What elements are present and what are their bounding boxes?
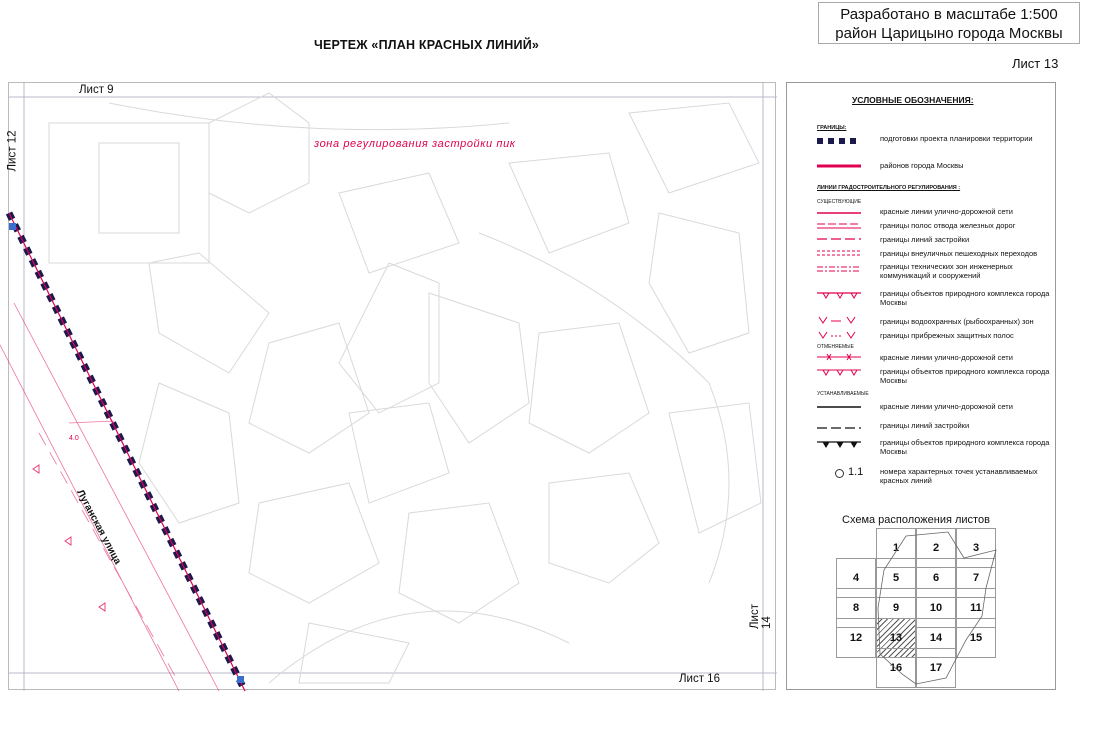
legend-established-item: границы линий застройки — [880, 421, 970, 430]
cancelled-nature-symbol — [817, 367, 867, 377]
nature-complex-symbol — [817, 290, 867, 300]
railway-symbol — [817, 221, 867, 231]
legend-existing-item: границы линий застройки — [880, 235, 970, 244]
legend-heading: УСЛОВНЫЕ ОБОЗНАЧЕНИЯ: — [852, 95, 974, 105]
planning-boundary-symbol — [817, 137, 867, 145]
label-sheet-top: Лист 9 — [79, 84, 114, 96]
established-red-line-symbol — [817, 404, 867, 410]
red-line-symbol — [817, 209, 867, 217]
sheet-cell: 11 — [956, 588, 996, 628]
sheet-number: Лист 13 — [1012, 56, 1059, 71]
legend-regulation-heading: ЛИНИИ ГРАДОСТРОИТЕЛЬНОГО РЕГУЛИРОВАНИЯ : — [817, 185, 961, 191]
sheet-cell: 9 — [876, 588, 916, 628]
stamp-district-text: район Царицыно города Москвы — [835, 25, 1063, 42]
sheet-cell: 2 — [916, 528, 956, 568]
legend-cancelled-item: красные линии улично-дорожной сети — [880, 353, 1013, 362]
legend-established-item: красные линии улично-дорожной сети — [880, 402, 1013, 411]
building-line-symbol — [817, 235, 867, 243]
legend-existing-item: границы технических зон инженерных коммуникаций и сооружений — [880, 262, 1013, 280]
building-outlines — [49, 93, 761, 683]
legend-existing-heading: СУЩЕСТВУЮЩИЕ — [817, 199, 862, 205]
sheet-cell: 17 — [916, 648, 956, 688]
crossing-symbol — [817, 248, 867, 258]
label-sheet-left: Лист 12 — [6, 130, 19, 172]
legend-existing-item: границы водоохранных (рыбоохранных) зон — [880, 317, 1034, 326]
sheet-cell: 5 — [876, 558, 916, 598]
legend-existing-item: границы полос отвода железных дорог — [880, 221, 1016, 230]
legend-cancelled-heading: ОТМЕНЯЕМЫЕ — [817, 344, 854, 350]
legend-boundary-item: подготовки проекта планировки территории — [880, 134, 1033, 143]
legend-existing-item: границы прибрежных защитных полос — [880, 331, 1014, 340]
legend-established-heading: УСТАНАВЛИВАЕМЫЕ — [817, 391, 869, 397]
dimension-label: 4.0 — [69, 435, 79, 442]
legend-point-text: номера характерных точек устанавливаемых красных линий — [880, 467, 1038, 485]
sheet-cell: 4 — [836, 558, 876, 598]
legend-boundary-item: районов города Москвы — [880, 161, 964, 170]
sheet-cell: 3 — [956, 528, 996, 568]
established-building-line-symbol — [817, 425, 867, 431]
water-zone-symbol — [817, 315, 867, 325]
point-marker-icon — [835, 469, 844, 478]
sheet-cell: 14 — [916, 618, 956, 658]
sheet-cell-current: 13 — [876, 618, 916, 658]
sheet-cell: 6 — [916, 558, 956, 598]
scale-stamp — [818, 2, 1080, 44]
sheet-scheme — [836, 528, 996, 686]
legend-existing-item: границы внеуличных пешеходных переходов — [880, 249, 1038, 258]
established-nature-symbol — [817, 439, 867, 449]
sheet-cell: 10 — [916, 588, 956, 628]
point-symbol-label: 1.1 — [848, 466, 864, 478]
sheet-cell: 16 — [876, 648, 916, 688]
sheet-cell: 12 — [836, 618, 876, 658]
legend-existing-item: границы объектов природного комплекса города Москвы — [880, 289, 1050, 307]
label-sheet-bottom: Лист 16 — [679, 673, 720, 685]
map-drawing — [9, 83, 777, 691]
sheet-cell: 15 — [956, 618, 996, 658]
legend-established-item: границы объектов природного комплекса города Москвы — [880, 438, 1050, 456]
technical-zone-symbol — [817, 264, 867, 274]
coastal-strip-symbol — [817, 330, 867, 340]
zone-label: зона регулирования застройки пик — [314, 138, 516, 150]
sheet-cell: 7 — [956, 558, 996, 598]
legend-cancelled-item: границы объектов природного комплекса города Москвы — [880, 367, 1050, 385]
sheet-scheme-title: Схема расположения листов — [842, 514, 990, 526]
label-sheet-right: Лист 14 — [749, 604, 773, 629]
map-frame — [8, 82, 776, 690]
sheet-cell: 1 — [876, 528, 916, 568]
drawing-title: ЧЕРТЕЖ «ПЛАН КРАСНЫХ ЛИНИЙ» — [314, 38, 540, 52]
cancelled-red-line-symbol — [817, 353, 867, 361]
legend-existing-item: красные линии улично-дорожной сети — [880, 207, 1013, 216]
sheet-cell: 8 — [836, 588, 876, 628]
street-label: Луганская улица — [74, 488, 123, 567]
stamp-scale-text: Разработано в масштабе 1:500 — [840, 6, 1058, 23]
legend-boundaries-heading: ГРАНИЦЫ: — [817, 125, 847, 131]
district-boundary-symbol — [817, 163, 867, 169]
